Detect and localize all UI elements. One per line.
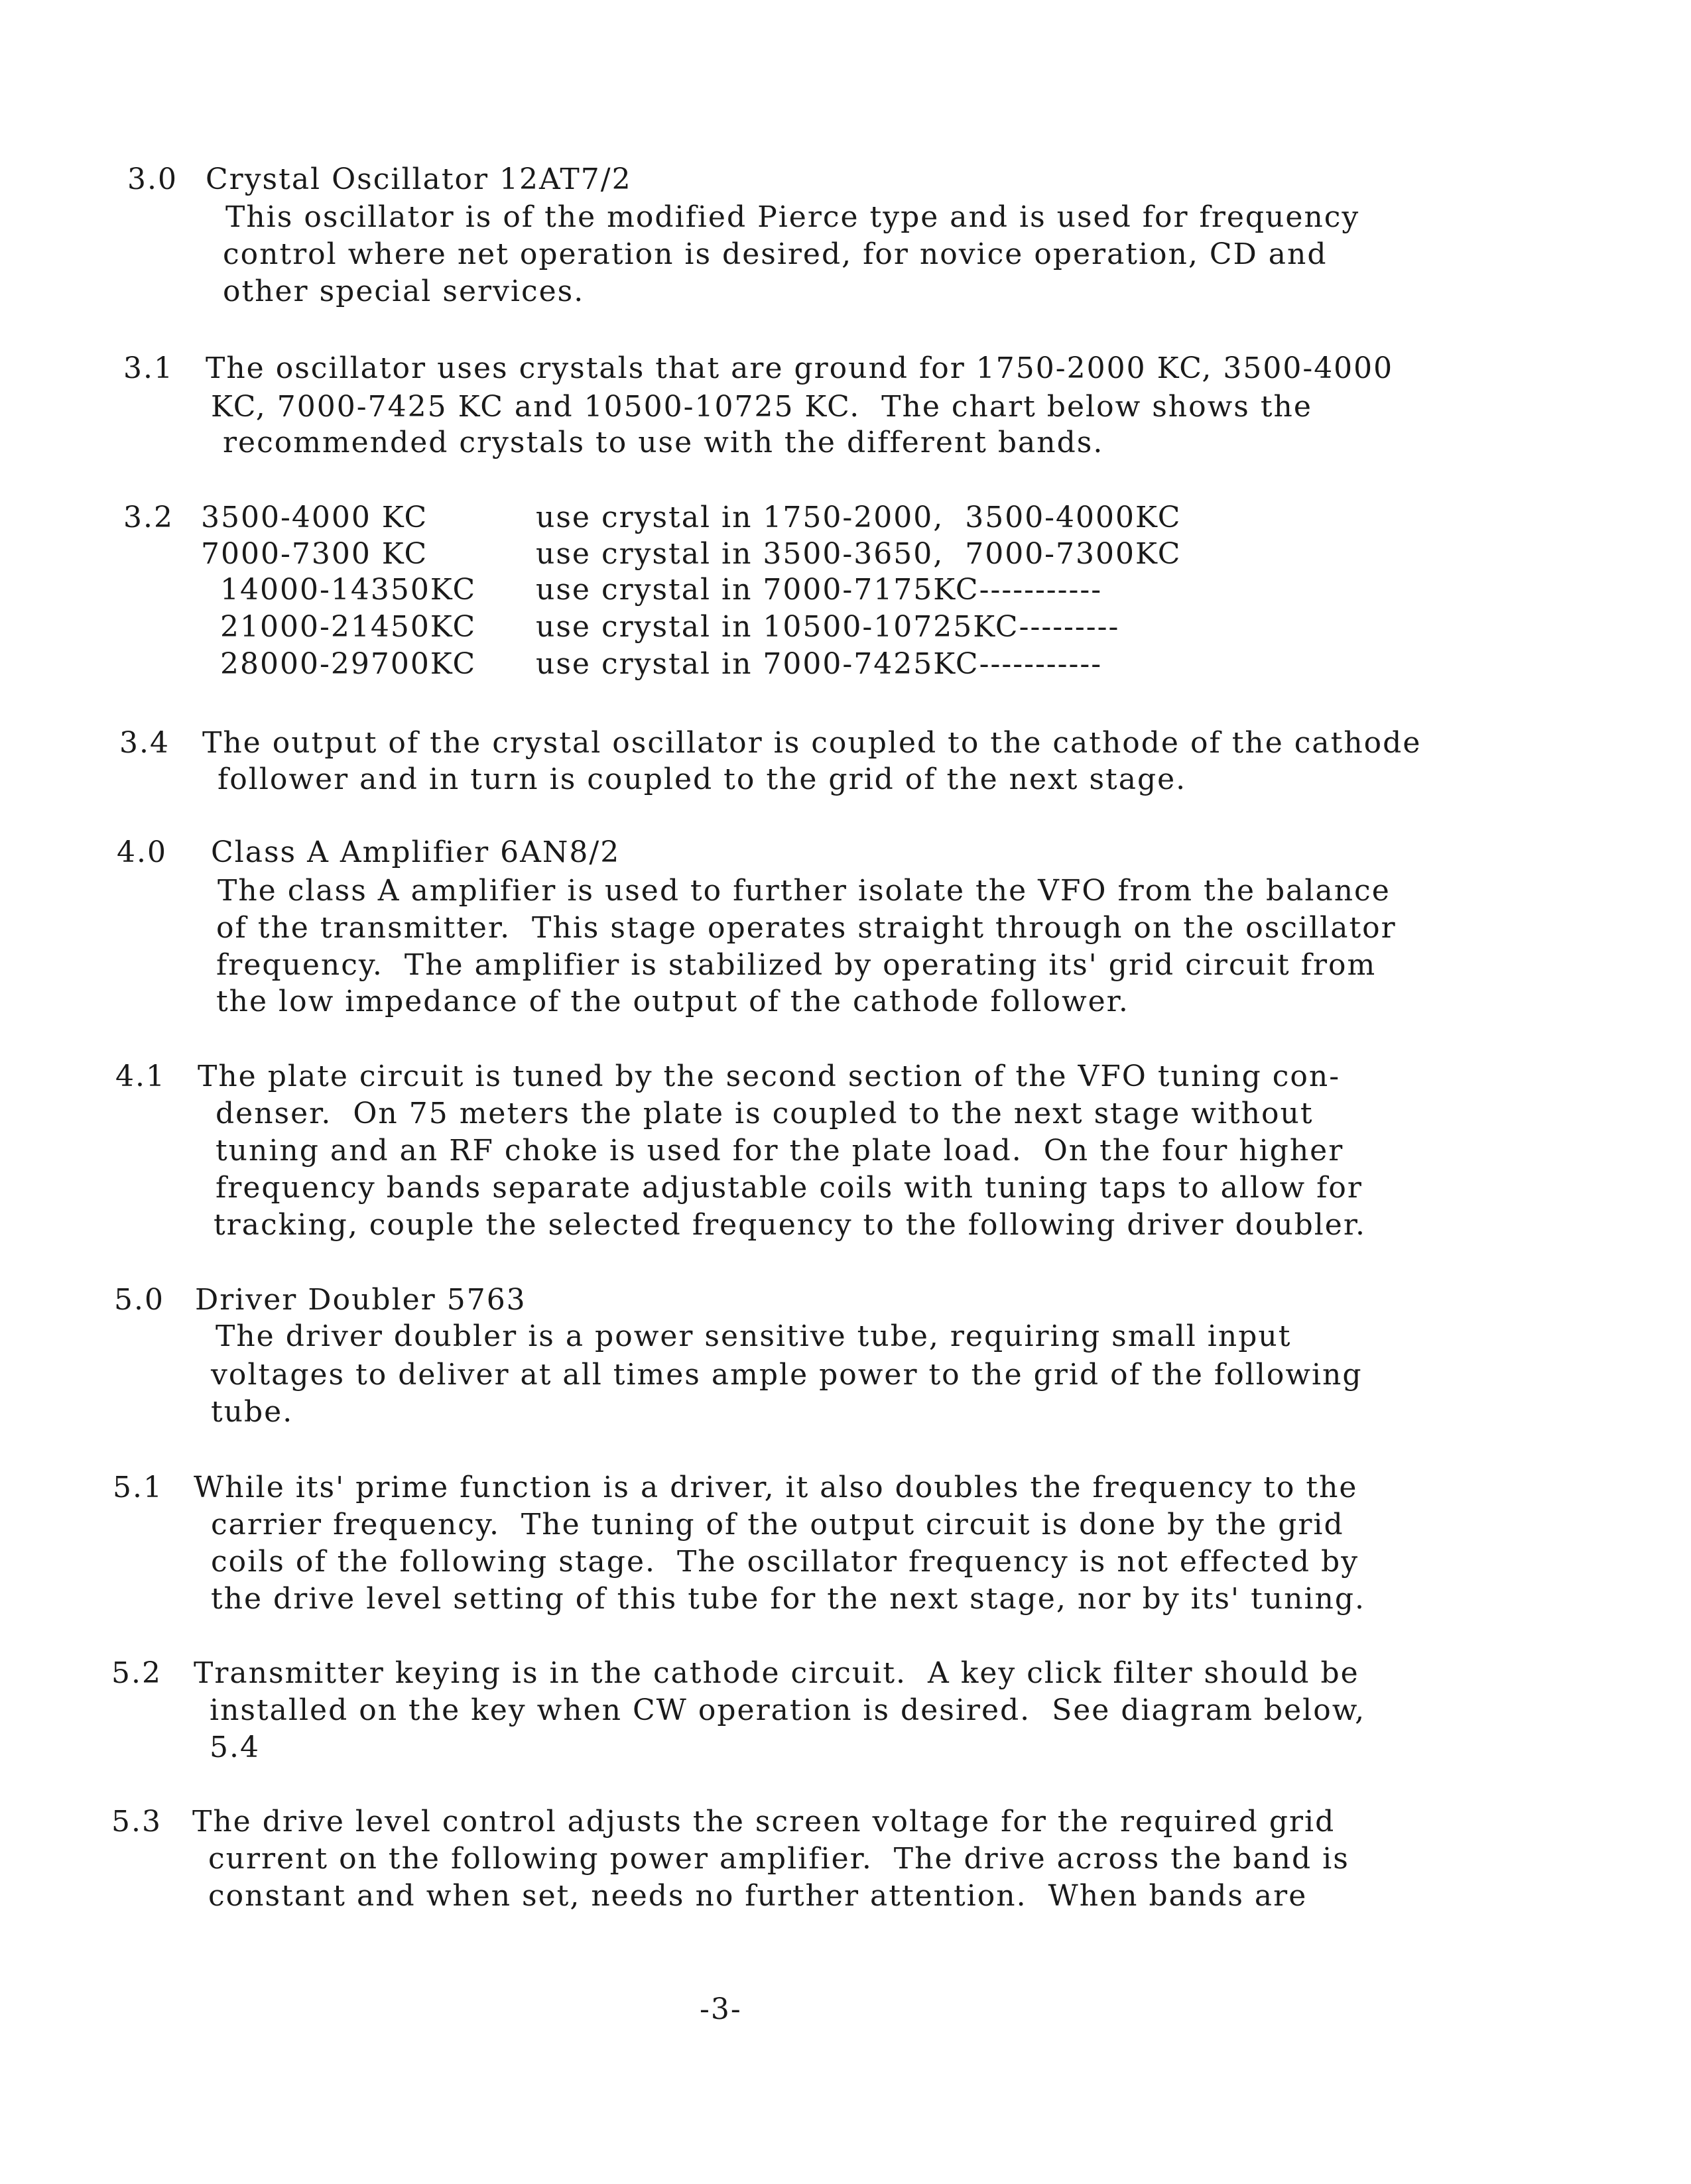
body-line: frequency. The amplifier is stabilized by operating its' grid circuit from — [216, 948, 1377, 982]
crystal-cell: use crystal in 1750-2000, 3500-4000KC — [536, 501, 1182, 534]
band-cell: 3500-4000 KC — [201, 501, 428, 534]
section-heading: Crystal Oscillator 12AT7/2 — [206, 162, 632, 196]
band-cell: 21000-21450KC — [220, 610, 477, 644]
body-line: 5.4 — [210, 1730, 260, 1764]
section-heading: Driver Doubler 5763 — [195, 1283, 527, 1317]
body-line: control where net operation is desired, for novice operation, CD and — [223, 237, 1328, 271]
section-number: 5.1 — [113, 1471, 163, 1504]
section-number: 4.1 — [115, 1060, 166, 1093]
body-line: of the transmitter. This stage operates straight through on the oscillator — [216, 911, 1397, 945]
band-cell: 28000-29700KC — [220, 647, 477, 681]
body-line: The class A amplifier is used to further isolate the VFO from the balance — [218, 874, 1391, 908]
body-line: carrier frequency. The tuning of the output circuit is done by the grid — [211, 1508, 1344, 1542]
body-line: The plate circuit is tuned by the second section of the VFO tuning con- — [198, 1060, 1341, 1093]
body-line: KC, 7000-7425 KC and 10500-10725 KC. The chart below shows the — [211, 390, 1312, 424]
page-number: -3- — [700, 1992, 742, 2026]
body-line: tracking, couple the selected frequency to the following driver doubler. — [214, 1208, 1367, 1242]
body-line: tube. — [211, 1395, 294, 1429]
body-line: The drive level control adjusts the screen voltage for the required grid — [192, 1805, 1336, 1839]
body-line: other special services. — [223, 274, 585, 308]
crystal-cell: use crystal in 7000-7425KC----------- — [536, 647, 1103, 681]
crystal-cell: use crystal in 10500-10725KC--------- — [536, 610, 1120, 644]
section-number: 5.2 — [111, 1656, 162, 1690]
section-number: 4.0 — [117, 835, 167, 869]
body-line: Transmitter keying is in the cathode circuit. A key click filter should be — [194, 1656, 1359, 1690]
body-line: recommended crystals to use with the different bands. — [223, 426, 1104, 459]
section-number: 3.1 — [123, 351, 174, 385]
body-line: denser. On 75 meters the plate is coupled to the next stage without — [216, 1097, 1314, 1130]
body-line: The oscillator uses crystals that are ground for 1750-2000 KC, 3500-4000 — [206, 351, 1394, 385]
body-line: voltages to deliver at all times ample power to the grid of the following — [211, 1358, 1363, 1392]
body-line: While its' prime function is a driver, it also doubles the frequency to the — [194, 1471, 1358, 1504]
band-cell: 7000-7300 KC — [201, 537, 428, 571]
crystal-cell: use crystal in 7000-7175KC----------- — [536, 573, 1103, 607]
body-line: the low impedance of the output of the cathode follower. — [216, 985, 1129, 1018]
body-line: The driver doubler is a power sensitive tube, requiring small input — [216, 1319, 1292, 1353]
body-line: the drive level setting of this tube for the next stage, nor by its' tuning. — [211, 1582, 1366, 1616]
section-number: 3.0 — [127, 162, 178, 196]
section-heading: Class A Amplifier 6AN8/2 — [211, 835, 621, 869]
band-cell: 14000-14350KC — [220, 573, 477, 607]
body-line: coils of the following stage. The oscillator frequency is not effected by — [211, 1545, 1359, 1579]
body-line: follower and in turn is coupled to the grid of the next stage. — [218, 762, 1187, 796]
body-line: frequency bands separate adjustable coils with tuning taps to allow for — [216, 1171, 1363, 1205]
body-line: The output of the crystal oscillator is coupled to the cathode of the cathode — [202, 726, 1422, 760]
crystal-cell: use crystal in 3500-3650, 7000-7300KC — [536, 537, 1182, 571]
body-line: installed on the key when CW operation is desired. See diagram below, — [210, 1693, 1366, 1727]
section-number: 5.0 — [114, 1283, 164, 1317]
section-number: 3.2 — [123, 501, 174, 534]
body-line: constant and when set, needs no further attention. When bands are — [208, 1879, 1308, 1913]
body-line: tuning and an RF choke is used for the plate load. On the four higher — [216, 1134, 1344, 1168]
section-number: 3.4 — [119, 726, 170, 760]
section-number: 5.3 — [111, 1805, 162, 1839]
body-line: This oscillator is of the modified Pierce type and is used for frequency — [225, 200, 1360, 234]
body-line: current on the following power amplifier. The drive across the band is — [208, 1842, 1349, 1876]
